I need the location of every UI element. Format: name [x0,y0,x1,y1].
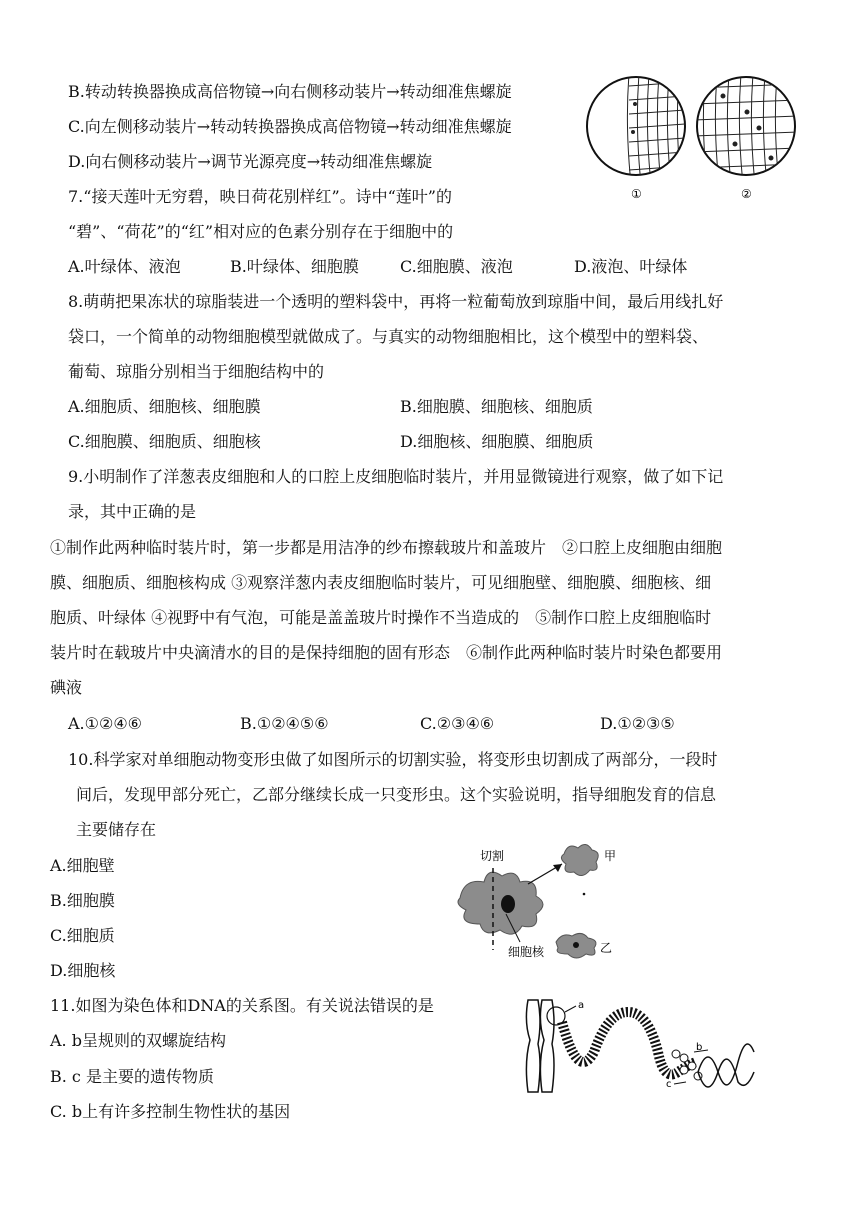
view-2-label: ② [741,187,752,201]
q10-option-a: A.细胞壁 [50,856,115,875]
q8-stem-line-2: 袋口，一个简单的动物细胞模型就做成了。与真实的动物细胞相比，这个模型中的塑料袋、 [68,327,709,346]
q9-option-b: B.①②④⑤⑥ [240,714,329,733]
q8-stem-line-1: 8.萌萌把果冻状的琼脂装进一个透明的塑料袋中，再将一粒葡萄放到琼脂中间，最后用线扎好 [68,292,724,311]
chromosome-dna-figure [518,992,758,1102]
q10-option-d: D.细胞核 [50,961,116,980]
label-nucleus: 细胞核 [508,945,545,959]
q10-option-c: C.细胞质 [50,926,115,945]
q9-option-a: A.①②④⑥ [68,714,143,733]
label-c: c [666,1079,672,1090]
label-yi: 乙 [600,941,613,955]
microscope-views-figure [585,74,797,202]
coiled-chromatin [562,1012,696,1075]
q10-stem-line-1: 10.科学家对单细胞动物变形虫做了如图所示的切割实验，将变形虫切割成了两部分，一段时 [68,750,718,769]
q7-stem-line-2: “碧”、“荷花”的“红”相对应的色素分别存在于细胞中的 [68,222,454,241]
q7-option-d: D.液泡、叶绿体 [574,257,688,276]
q9-statements-line-3: 胞质、叶绿体 ④视野中有气泡，可能是盖盖玻片时操作不当造成的 ⑤制作口腔上皮细胞临时 [50,608,712,627]
q7-option-a: A.叶绿体、液泡 [68,257,181,276]
q7-option-b: B.叶绿体、细胞膜 [230,257,359,276]
q9-statements-line-1: ①制作此两种临时装片时，第一步都是用洁净的纱布擦载玻片和盖玻片 ②口腔上皮细胞由细胞 [50,538,723,557]
amoeba-body [458,872,543,934]
view-2-circle [695,74,797,184]
q6-option-b: B.转动转换器换成高倍物镜→向右侧移动装片→转动细准焦螺旋 [68,82,512,101]
q9-statements-line-4: 装片时在载玻片中央滴清水的目的是保持细胞的固有形态 ⑥制作此两种临时装片时染色都要用 [50,643,723,662]
amoeba-cutting-figure [450,838,650,966]
q9-stem-line-2: 录，其中正确的是 [68,502,197,521]
amoeba-nucleus [501,895,515,913]
q9-statements-line-2: 膜、细胞质、细胞核构成 ③观察洋葱内表皮细胞临时装片，可见细胞壁、细胞膜、细胞核、细 [50,573,712,592]
q10-option-b: B.细胞膜 [50,891,115,910]
q11-option-b: B. c 是主要的遗传物质 [50,1067,214,1086]
q9-option-d: D.①②③⑤ [600,714,675,733]
q7-option-c: C.细胞膜、液泡 [400,257,513,276]
q8-stem-line-3: 葡萄、琼脂分别相当于细胞结构中的 [68,362,325,381]
label-cut: 切割 [480,849,505,863]
q8-option-a: A.细胞质、细胞核、细胞膜 [68,397,261,416]
q11-option-a: A. b呈规则的双螺旋结构 [50,1031,226,1050]
q11-option-c: C. b上有许多控制生物性状的基因 [50,1102,291,1121]
q8-option-d: D.细胞核、细胞膜、细胞质 [400,432,594,451]
q10-stem-line-3: 主要储存在 [76,820,157,839]
label-b: b [696,1042,703,1053]
view-1-label: ① [631,187,642,201]
q8-option-c: C.细胞膜、细胞质、细胞核 [68,432,261,451]
q6-option-d: D.向右侧移动装片→调节光源亮度→转动细准焦螺旋 [68,152,433,171]
label-a: a [578,1000,585,1011]
chromosome [526,1000,554,1092]
label-jia: 甲 [604,849,617,863]
q7-stem-line-1: 7.“接天莲叶无穷碧，映日荷花别样红”。诗中“莲叶”的 [68,187,452,206]
q6-option-c: C.向左侧移动装片→转动转换器换成高倍物镜→转动细准焦螺旋 [68,117,512,136]
part-jia [561,844,598,875]
q9-stem-line-1: 9.小明制作了洋葱表皮细胞和人的口腔上皮细胞临时装片，并用显微镜进行观察，做了如下记 [68,467,724,486]
q10-stem-line-2: 间后，发现甲部分死亡，乙部分继续长成一只变形虫。这个实验说明，指导细胞发育的信息 [76,785,717,804]
q9-statements-line-5: 碘液 [50,678,83,697]
q8-option-b: B.细胞膜、细胞核、细胞质 [400,397,593,416]
view-1-circle [587,74,685,184]
q9-option-c: C.②③④⑥ [420,714,495,733]
q11-stem: 11.如图为染色体和DNA的关系图。有关说法错误的是 [50,996,434,1015]
